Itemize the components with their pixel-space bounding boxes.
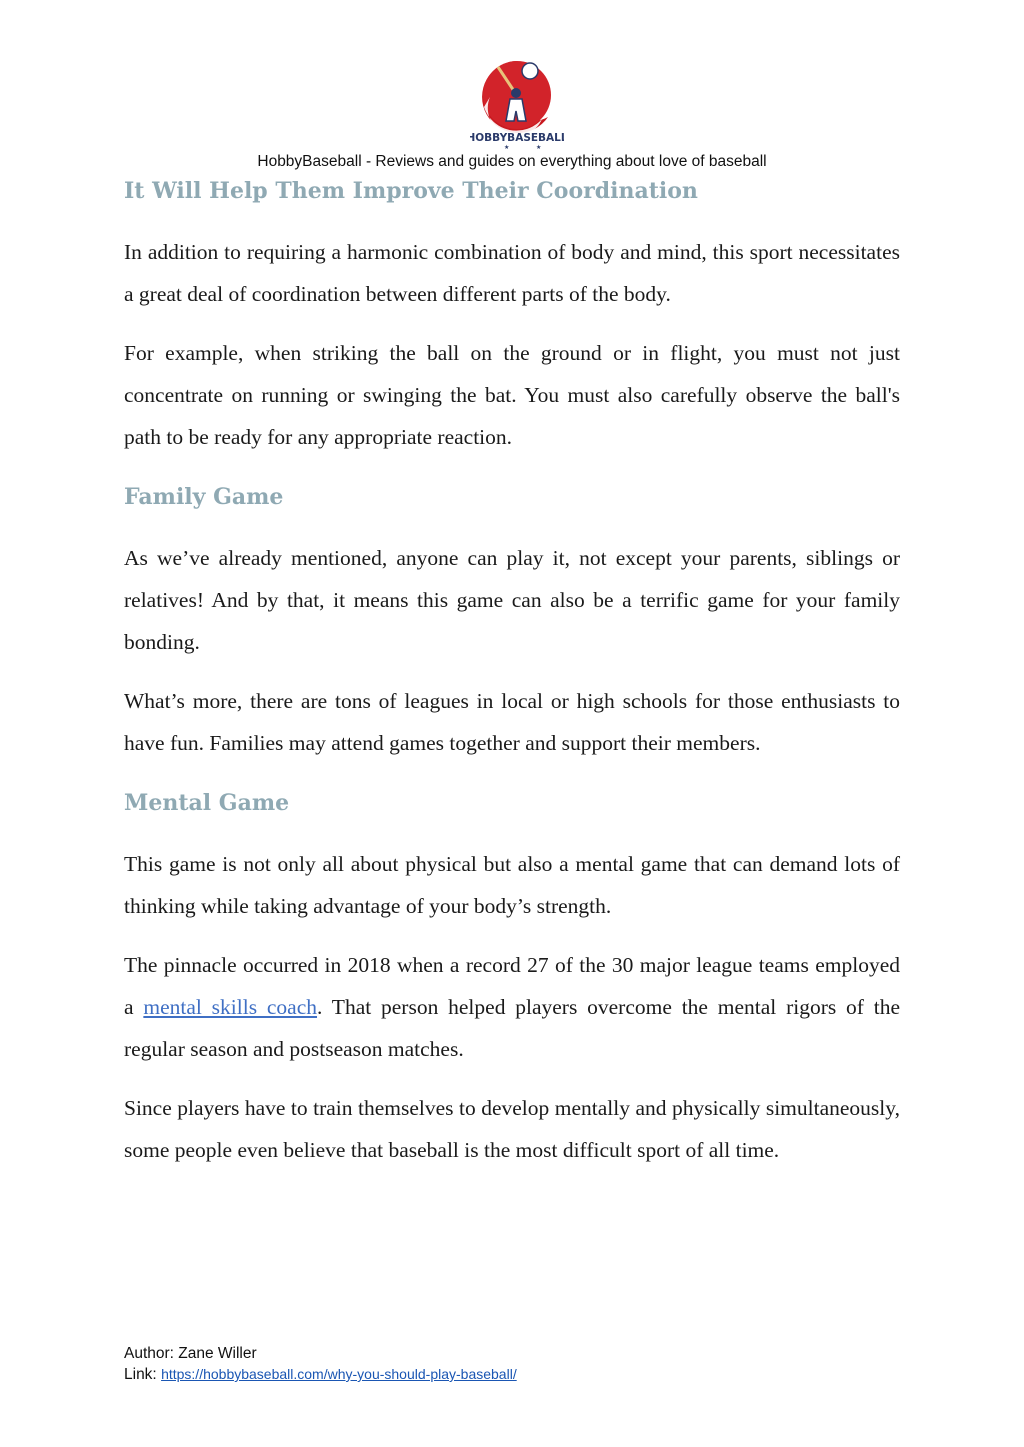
paragraph-with-link — [124, 944, 900, 1070]
paragraph: Since players have to train themselves to develop mentally and physically simultaneously, some people even believe that baseball is the most difficult sport of all time. — [124, 1096, 900, 1162]
author-line: Author: Zane Willer — [124, 1345, 257, 1362]
paragraph-text: . That person helped players overcome the mental rigors of the regular season and postseason matches. — [124, 995, 901, 1061]
svg-text:★: ★ — [536, 145, 542, 150]
mental-skills-coach-link[interactable]: mental skills coach — [143, 995, 318, 1019]
article-body — [124, 170, 900, 1171]
article-url-link[interactable]: https://hobbybaseball.com/why-you-should-play-baseball/ — [161, 1366, 517, 1382]
paragraph-text: The pinnacle occurred in 2018 when a record 27 of the 30 major league teams employed a — [124, 953, 900, 1019]
heading-mental-game: Mental Game — [124, 790, 290, 816]
paragraph: What’s more, there are tons of leagues in local or high schools for those enthusiasts to have fun. Families may attend games together and support their members. — [124, 689, 900, 755]
link-label: Link: — [124, 1366, 162, 1383]
paragraph: In addition to requiring a harmonic combination of body and mind, this sport necessitates a great deal of coordination between different parts of the body. — [124, 240, 900, 306]
paragraph: As we’ve already mentioned, anyone can play it, not except your parents, siblings or relatives! And by that, it means this game can also be a terrific game for your family bonding. — [124, 546, 900, 654]
heading-family-game: Family Game — [124, 484, 284, 510]
link-line — [124, 1364, 517, 1385]
site-tagline: HobbyBaseball - Reviews and guides on everything about love of baseball — [257, 153, 767, 170]
paragraph: For example, when striking the ball on the ground or in flight, you must not just concentrate on running or swinging the bat. You must also carefully observe the ball's path to be ready for any appropriate reaction. — [124, 341, 900, 449]
svg-text:★: ★ — [504, 145, 510, 150]
logo-text: HOBBYBASEBALL — [470, 132, 564, 144]
paragraph: This game is not only all about physical but also a mental game that can demand lots of thinking while taking advantage of your body’s strength. — [124, 852, 900, 918]
heading-coordination: It Will Help Them Improve Their Coordination — [124, 178, 698, 204]
site-logo — [470, 57, 564, 150]
footer — [124, 1344, 517, 1385]
